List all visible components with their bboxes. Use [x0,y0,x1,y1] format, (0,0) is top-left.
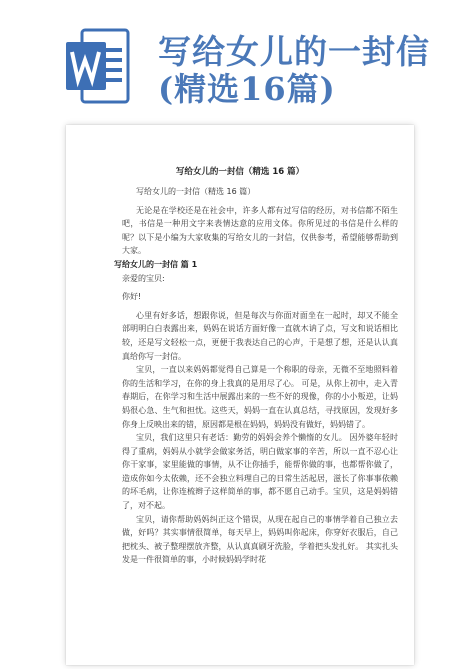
page-subtitle: (精选16篇) [158,70,336,108]
greeting: 你好! [122,292,142,302]
section-heading: 写给女儿的一封信 篇 1 [114,259,198,269]
salutation: 亲爱的宝贝: [122,273,165,283]
paragraph: 心里有好多话，想跟你说，但是每次与你面对面坐在一起时，却又不能全部明明白白表露出来，妈妈在说话方面好像一直就木讷了点，写文和说话相比较，还是写文轻松一点，更便于我表达自己的心声，于是想了想，还是认认真真给你写一封信。 [122,310,398,361]
paragraph: 无论是在学校还是在社会中，许多人都有过写信的经历，对书信都不陌生吧，书信是一种用文字来表情达意的应用文体。你所见过的书信是什么样的呢？以下是小编为大家收集的写给女儿的一封信，仅供参考，希望能够帮助到大家。 [122,205,398,256]
header [0,0,474,112]
document-body [114,185,398,567]
document-page [66,125,414,665]
word-document-icon [66,28,130,104]
paragraph: 宝贝，请你帮助妈妈纠正这个错误，从现在起自己的事情学着自己独立去做，好吗？其实事情很简单，每天早上，妈妈叫你起床，你穿好衣服后，自己把枕头、被子整理摆放齐整，从认真真刷牙洗脸，学着把头发扎好。 其实扎头发是一件很简单的事，小时候妈妈学时花 [122,514,398,565]
paragraph: 宝贝，我们这里只有老话：勤劳的妈妈会养个懒惰的女儿。 因外婆年轻时得了重病，妈妈从小就学会做家务活，明白做家事的辛苦，所以一直不忍心让你干家事，家里能做的事情，从不让你插手，能帮你做的事，也都帮你做了，造成你如今太依赖，还不会独立料理自己的日常生活起居，滋长了你事事依赖的坏毛病，让你连梳辫子这样简单的事，都不愿自己动手。宝贝，这是妈妈错了，对不起。 [122,433,398,511]
paragraph: 写给女儿的一封信（精选 16 篇） [136,187,256,196]
paragraph: 宝贝，一直以来妈妈都觉得自己算是一个称职的母亲，无微不至地照料着你的生活和学习，在你的身上我真的是用尽了心。 可是，从你上初中，走入青春期后，在你学习和生活中展露出来的一些不好的现像，你的小小叛逆，让妈妈很心急、生气和担忧。这些天，妈妈一直在认真总结，寻找原因，发现好多你身上反映出来的错，原因都是根在妈妈，妈妈没有做好，妈妈错了。 [122,365,398,429]
page-title: 写给女儿的一封信 [158,32,430,71]
document-title: 写给女儿的一封信（精选 16 篇） [175,167,305,177]
